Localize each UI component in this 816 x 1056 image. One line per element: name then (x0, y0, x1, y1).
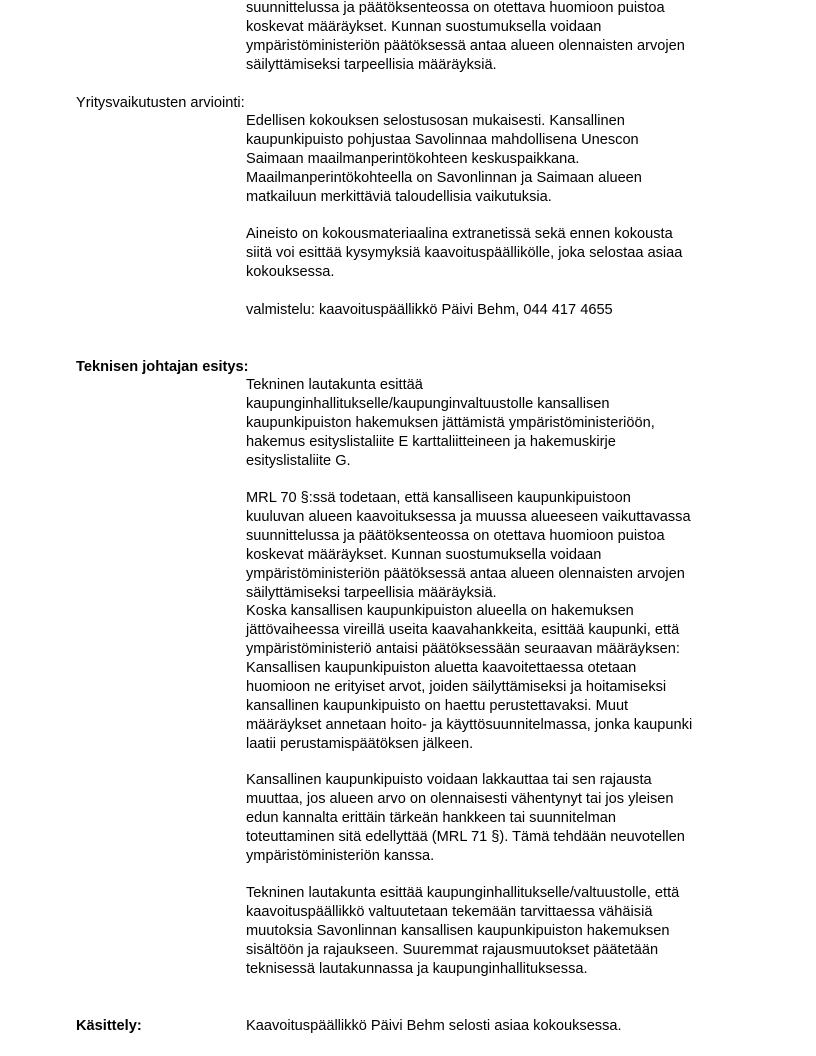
text-line: valmistelu: kaavoituspäällikkö Päivi Behm, 044 417 4655 (246, 302, 613, 318)
text-line: kaavoituspäällikkö valtuutetaan tekemään tarvittaessa vähäisiä (246, 903, 653, 920)
text-line: ympäristöministeriön päätöksessä antaa alueen olennaisten arvojen (246, 565, 685, 582)
text-line: muutoksia Savonlinnan kansallisen kaupunkipuiston hakemuksen (246, 922, 670, 939)
text-line: koskevat määräykset. Kunnan suostumuksella voidaan (246, 18, 602, 35)
text-line: Koska kansallisen kaupunkipuiston alueella on hakemuksen (246, 603, 634, 620)
text-line: kaupunginhallitukselle/kaupunginvaltuustolle kansallisen (246, 395, 610, 412)
esitys-paragraph-2 (246, 489, 756, 754)
esitys-paragraph-4 (246, 884, 756, 979)
text-line: toteuttaminen sitä edellyttää (MRL 71 §). Tämä tehdään neuvotellen (246, 828, 685, 845)
yritysvaikutukset-paragraph-1 (246, 112, 756, 207)
text-line: edun kannalta erittäin tärkeän hankkeen tai suunnitelman (246, 809, 616, 826)
text-line: huomioon ne erityiset arvot, joiden säilyttämiseksi ja hoitamiseksi (246, 679, 667, 696)
text-line: siitä voi esittää kysymyksiä kaavoituspäällikölle, joka selostaa asiaa (246, 244, 683, 261)
text-line: kaupunkipuiston hakemuksen jättämistä ympäristöministeriöön, (246, 414, 655, 431)
text-line: ympäristöministeriön kanssa. (246, 847, 435, 864)
text-line: teknisessä lautakunnassa ja kaupunginhallituksessa. (246, 960, 588, 977)
text-line: Tekninen lautakunta esittää kaupunginhallitukselle/valtuustolle, että (246, 885, 680, 901)
text-line: Edellisen kokouksen selostusosan mukaisesti. Kansallinen (246, 113, 625, 129)
text-line: suunnittelussa ja päätöksenteossa on otettava huomioon puistoa (246, 527, 665, 544)
teknisen-johtajan-esitys-label: Teknisen johtajan esitys: (76, 359, 249, 375)
text-line: määräykset annetaan hoito- ja käyttösuunnitelmassa, jonka kaupunki (246, 716, 693, 733)
valmistelu-line (246, 301, 756, 320)
text-line: koskevat määräykset. Kunnan suostumuksella voidaan (246, 546, 602, 563)
kasittely-label: Käsittely: (76, 1018, 142, 1034)
text-line: Kansallinen kaupunkipuisto voidaan lakkauttaa tai sen rajausta (246, 772, 652, 788)
text-line: kokouksessa. (246, 263, 335, 280)
text-line: ympäristöministeriö antaisi päätöksessään seuraavan määräyksen: (246, 641, 680, 658)
text-line: kansallinen kaupunkipuisto on haettu perustettavaksi. Muut (246, 697, 629, 714)
text-line: esityslistaliite G. (246, 452, 351, 469)
text-line: Aineisto on kokousmateriaalina extranetissä sekä ennen kokousta (246, 226, 673, 242)
text-line: säilyttämiseksi tarpeellisia määräyksiä. (246, 56, 497, 73)
text-line: Maailmanperintökohteella on Savonlinnan ja Saimaan alueen (246, 169, 642, 186)
esitys-paragraph-3 (246, 771, 756, 866)
text-line: Kansallisen kaupunkipuiston aluetta kaavoitettaessa otetaan (246, 660, 637, 677)
text-line: Saimaan maailmanperintökohteen keskuspaikkana. (246, 150, 580, 167)
text-line: matkailuun merkittäviä taloudellisia vaikutuksia. (246, 188, 552, 205)
text-line: MRL 70 §:ssä todetaan, että kansalliseen kaupunkipuistoon (246, 490, 631, 506)
text-line: säilyttämiseksi tarpeellisia määräyksiä. (246, 584, 497, 601)
yritysvaikutukset-label: Yritysvaikutusten arviointi: (76, 95, 245, 111)
text-line: suunnittelussa ja päätöksenteossa on otettava huomioon puistoa (246, 0, 665, 16)
intro-paragraph (246, 0, 756, 75)
kasittely-text: Kaavoituspäällikkö Päivi Behm selosti asiaa kokouksessa. (246, 1018, 622, 1034)
text-line: muuttaa, jos alueen arvo on olennaisesti vähentynyt tai jos yleisen (246, 790, 674, 807)
text-line: laatii perustamispäätöksen jälkeen. (246, 735, 474, 752)
text-line: hakemus esityslistaliite E karttaliitteineen ja hakemuskirje (246, 433, 616, 450)
text-line: ympäristöministeriön päätöksessä antaa alueen olennaisten arvojen (246, 37, 685, 54)
esitys-paragraph-1 (246, 376, 756, 471)
text-line: Tekninen lautakunta esittää (246, 377, 423, 393)
text-line: kaupunkipuisto pohjustaa Savolinnaa mahdollisena Unescon (246, 131, 639, 148)
text-line: kuuluvan alueen kaavoituksessa ja muussa alueeseen vaikuttavassa (246, 508, 691, 525)
yritysvaikutukset-paragraph-2 (246, 225, 756, 282)
text-line: sisältöön ja rajaukseen. Suuremmat rajausmuutokset päätetään (246, 941, 659, 958)
text-line: jättövaiheessa vireillä useita kaavahankkeita, esittää kaupunki, että (246, 622, 680, 639)
